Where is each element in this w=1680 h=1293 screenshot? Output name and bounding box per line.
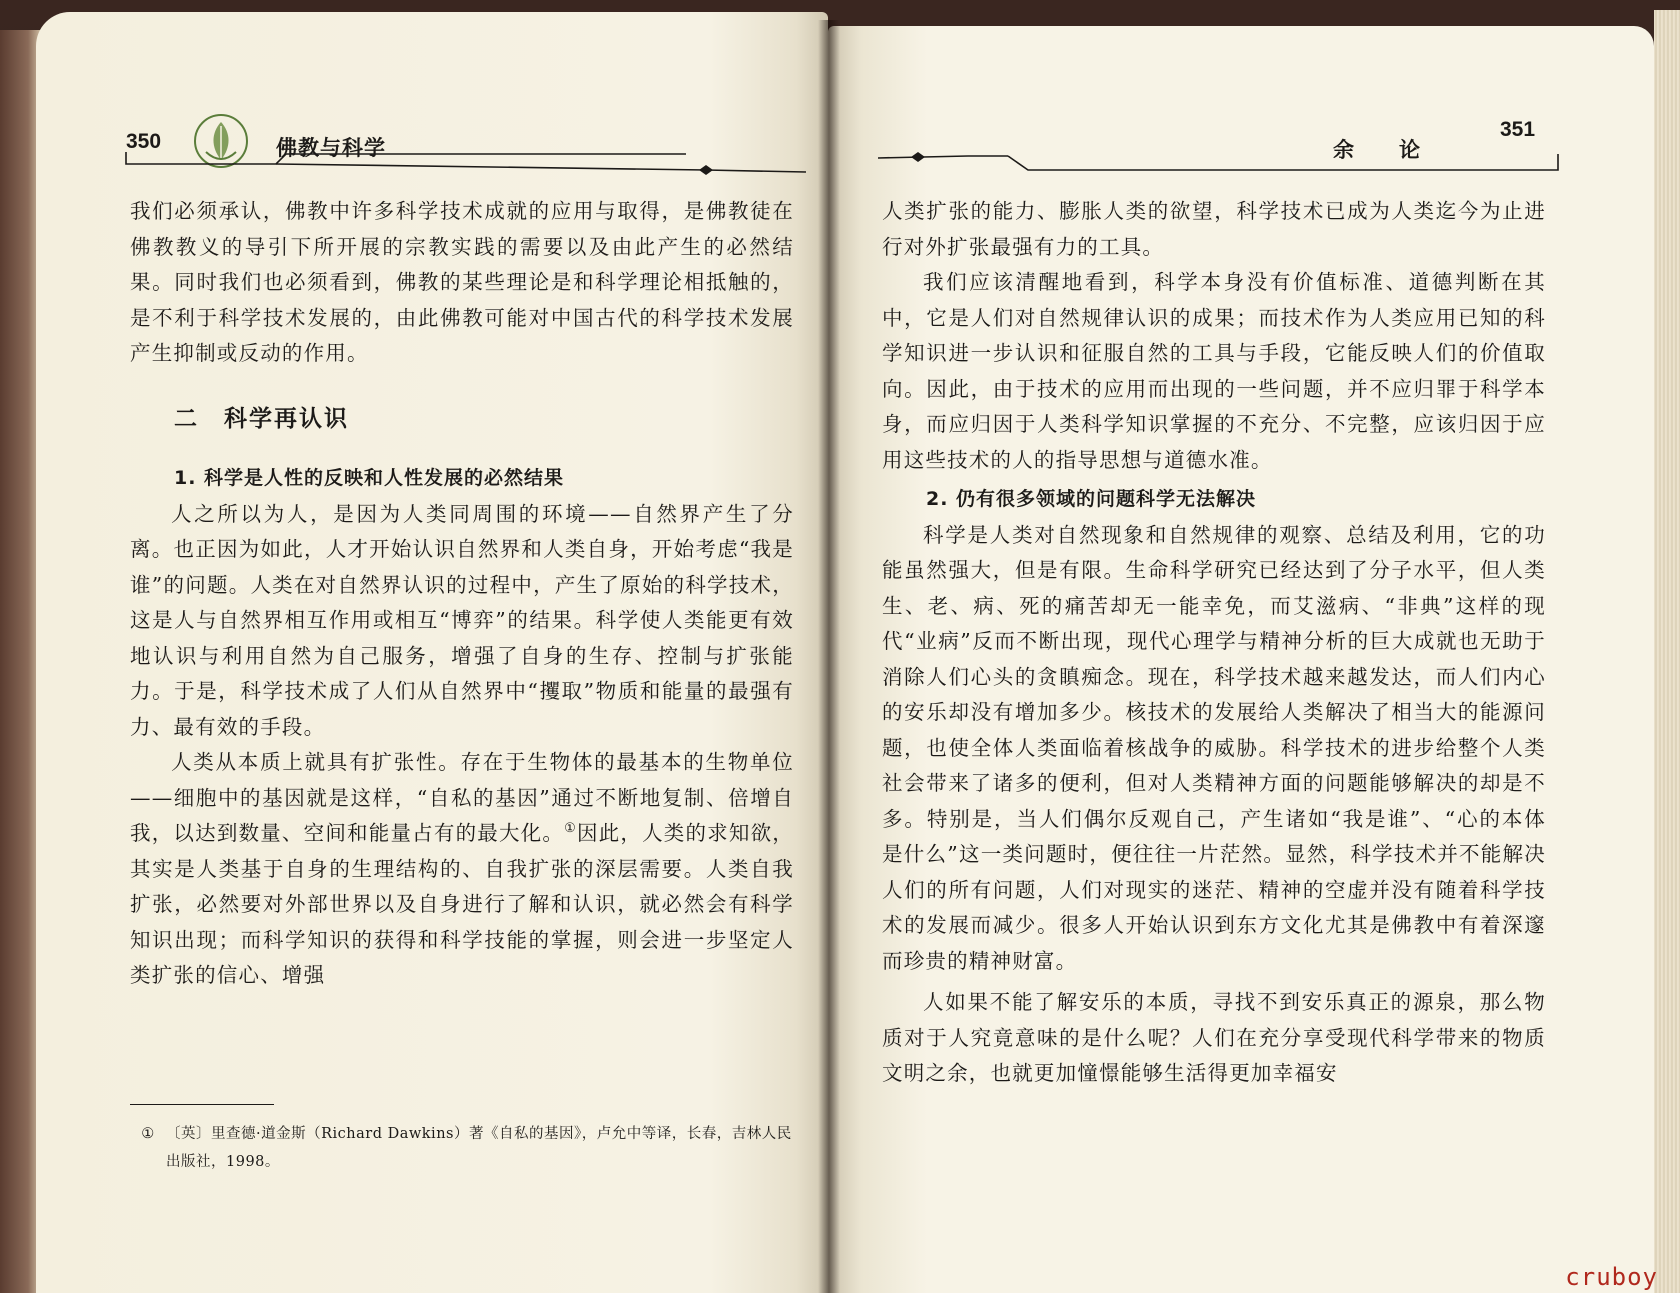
footnote-rule xyxy=(130,1104,274,1105)
left-body xyxy=(130,194,794,994)
left-running-head xyxy=(126,112,786,172)
left-page-number: 350 xyxy=(126,130,162,153)
footnote-reference: ① xyxy=(564,821,577,837)
page-stack-edge xyxy=(1654,10,1680,1293)
paragraph-1: 人之所以为人，是因为人类同周围的环境——自然界产生了分离。也正因为如此，人才开始认识自然界和人类自身，开始考虑“我是谁”的问题。人类在对自然界认识的过程中，产生了原始的科学技术，这是人与自然界相互作用或相互“博弈”的结果。科学使人类能更有效地认识与利用自然为自己服务，增强了自身的生存、控制与扩张能力。于是，科学技术成了人们从自然界中“攫取”物质和能量的最强有力、最有效的手段。 xyxy=(130,501,794,739)
left-page xyxy=(36,12,828,1293)
right-running-head xyxy=(878,118,1558,178)
right-page xyxy=(828,26,1654,1293)
paragraph-5: 人如果不能了解安乐的本质，寻找不到安乐真正的源泉，那么物质对于人究竟意味的是什么呢？人们在充分享受现代科学带来的物质文明之余，也就更加憧憬能够生活得更加幸福安 xyxy=(882,990,1546,1085)
footnote-mark: ① xyxy=(141,1126,155,1142)
book-gutter xyxy=(818,20,840,1293)
right-body xyxy=(882,194,1546,1092)
right-page-number: 351 xyxy=(1500,118,1536,141)
footnote-text: 〔英〕里查德·道金斯（Richard Dawkins）著《自私的基因》，卢允中等译，长春，吉林人民出版社，1998。 xyxy=(166,1126,792,1170)
subheading-2: 2. 仍有很多领域的问题科学无法解决 xyxy=(926,488,1257,510)
subheading-1: 1. 科学是人性的反映和人性发展的必然结果 xyxy=(174,467,565,489)
left-running-title: 佛教与科学 xyxy=(276,136,386,160)
paragraph-4: 科学是人类对自然现象和自然规律的观察、总结及利用，它的功能虽然强大，但是有限。生命科学研究已经达到了分子水平，但人类生、老、病、死的痛苦却无一能幸免，而艾滋病、“非典”这样的现代“业病”反而不断出现，现代心理学与精神分析的巨大成就也无助于消除人们心头的贪瞋痴念。现在，科学技术越来越发达，而人们内心的安乐却没有增加多少。核技术的发展给人类解决了相当大的能源问题，也使全体人类面临着核战争的威胁。科学技术的进步给整个人类社会带来了诸多的便利，但对人类精神方面的问题能够解决的却是不多。特别是，当人们偶尔反观自己，产生诸如“我是谁”、“心的本体是什么”这一类问题时，便往往一片茫然。显然，科学技术并不能解决人们的所有问题，人们对现实的迷茫、精神的空虚并没有随着科学技术的发展而减少。很多人开始认识到东方文化尤其是佛教中有着深邃而珍贵的精神财富。 xyxy=(882,522,1546,973)
section-heading: 二 科学再认识 xyxy=(174,405,349,432)
footnote xyxy=(130,1120,796,1176)
continued-paragraph: 人类扩张的能力、膨胀人类的欲望，科学技术已成为人类迄今为止进行对外扩张最强有力的工具。 xyxy=(882,199,1546,259)
watermark: cruboy xyxy=(1565,1263,1658,1291)
book-edge-left xyxy=(0,30,40,1293)
diamond-icon xyxy=(699,165,713,175)
diamond-icon xyxy=(911,152,925,162)
paragraph-3: 我们应该清醒地看到，科学本身没有价值标准、道德判断在其中，它是人们对自然规律认识的成果；而技术作为人类应用已知的科学知识进一步认识和征服自然的工具与手段，它能反映人们的价值取向。因此，由于技术的应用而出现的一些问题，并不应归罪于科学本身，而应归因于人类科学知识掌握的不充分、不完整，应该归因于应用这些技术的人的指导思想与道德水准。 xyxy=(882,270,1546,472)
opening-paragraph: 我们必须承认，佛教中许多科学技术成就的应用与取得，是佛教徒在佛教教义的导引下所开展的宗教实践的需要以及由此产生的必然结果。同时我们也必须看到，佛教的某些理论是和科学理论相抵触的，是不利于科学技术发展的，由此佛教可能对中国古代的科学技术发展产生抑制或反动的作用。 xyxy=(130,199,794,365)
left-header-rule xyxy=(126,150,806,180)
right-header-rule xyxy=(878,148,1558,178)
right-running-title: 余 论 xyxy=(1333,138,1421,162)
paragraph-2: 人类从本质上就具有扩张性。存在于生物体的最基本的生物单位——细胞中的基因就是这样，“自私的基因”通过不断地复制、倍增自我，以达到数量、空间和能量占有的最大化。①因此，人类的求知欲，其实是人类基于自身的生理结构的、自我扩张的深层需要。人类自我扩张，必然要对外部世界以及自身进行了解和认识，就必然会有科学知识出现；而科学知识的获得和科学技能的掌握，则会进一步坚定人类扩张的信心、增强 xyxy=(130,750,794,987)
